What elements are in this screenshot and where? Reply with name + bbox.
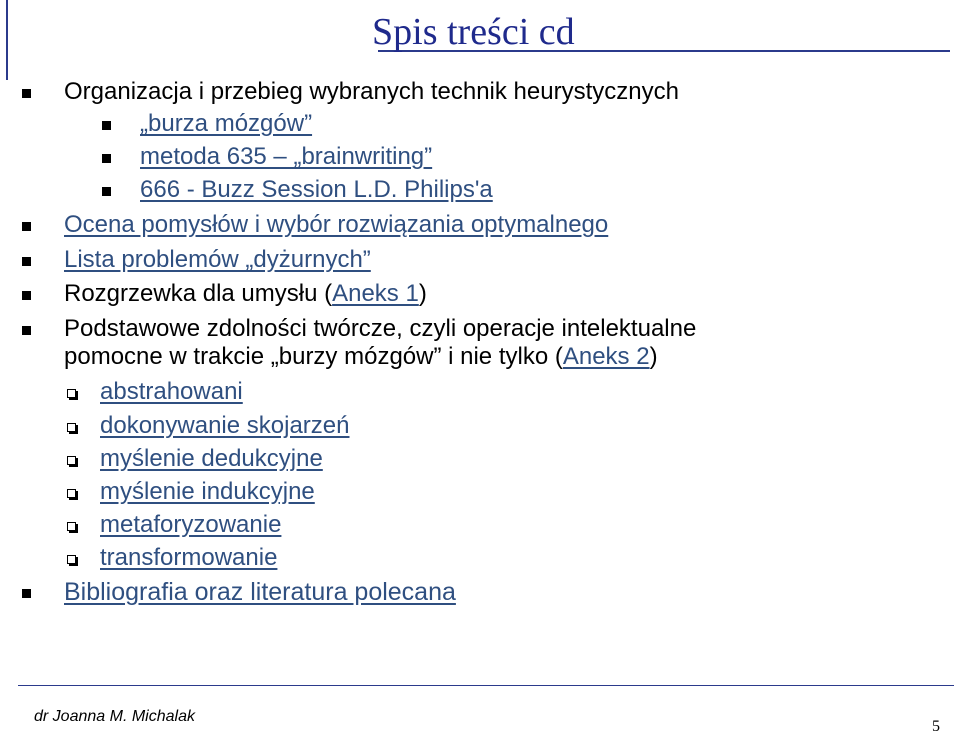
checkbox-bullet-icon [67,423,76,432]
list-item-link[interactable]: myślenie indukcyjne [100,478,315,505]
square-bullet-icon [102,121,111,130]
item-text: pomocne w trakcie „burzy mózgów” i nie tylko ( [64,343,563,370]
list-item-link[interactable]: transformowanie [100,544,278,571]
title-left-rule [6,0,14,80]
square-bullet-icon [22,589,31,598]
list-item-link[interactable]: myślenie dedukcyjne [100,445,323,472]
square-bullet-icon [102,154,111,163]
slide-title: Spis treści cd [372,11,575,53]
square-bullet-icon [22,222,31,231]
list-item-link[interactable]: metoda 635 – „brainwriting” [140,143,433,170]
square-bullet-icon [22,89,31,98]
list-item: Organizacja i przebieg wybranych technik heurystycznych [64,78,679,105]
item-text: ) [649,343,658,370]
list-item-link[interactable]: Ocena pomysłów i wybór rozwiązania optymalnego [64,211,609,238]
list-item-link[interactable]: 666 - Buzz Session L.D. Philips'a [140,176,493,203]
checkbox-bullet-icon [67,555,76,564]
checkbox-bullet-icon [67,456,76,465]
square-bullet-icon [22,257,31,266]
list-item-link[interactable]: dokonywanie skojarzeń [100,412,350,439]
footer-author: dr Joanna M. Michalak [34,708,195,725]
aneks-1-link[interactable]: Aneks 1 [332,280,419,307]
square-bullet-icon [102,187,111,196]
item-text: Rozgrzewka dla umysłu ( [64,280,333,307]
page-number: 5 [932,718,940,735]
list-item: Podstawowe zdolności twórcze, czyli operacje intelektualne [64,315,697,342]
checkbox-bullet-icon [67,522,76,531]
list-item [64,280,427,308]
list-item-link[interactable]: metaforyzowanie [100,511,282,538]
footer-rule [18,685,954,686]
square-bullet-icon [22,291,31,300]
list-item-link[interactable]: abstrahowani [100,378,243,405]
list-item-link[interactable]: Bibliografia oraz literatura polecana [64,578,456,606]
list-item-link[interactable]: „burza mózgów” [140,110,313,137]
aneks-2-link[interactable]: Aneks 2 [562,343,650,370]
list-item-link[interactable]: Lista problemów „dyżurnych” [64,246,371,273]
checkbox-bullet-icon [67,489,76,498]
square-bullet-icon [22,326,31,335]
item-text: ) [418,280,427,307]
list-item-continuation [64,343,658,371]
checkbox-bullet-icon [67,389,76,398]
